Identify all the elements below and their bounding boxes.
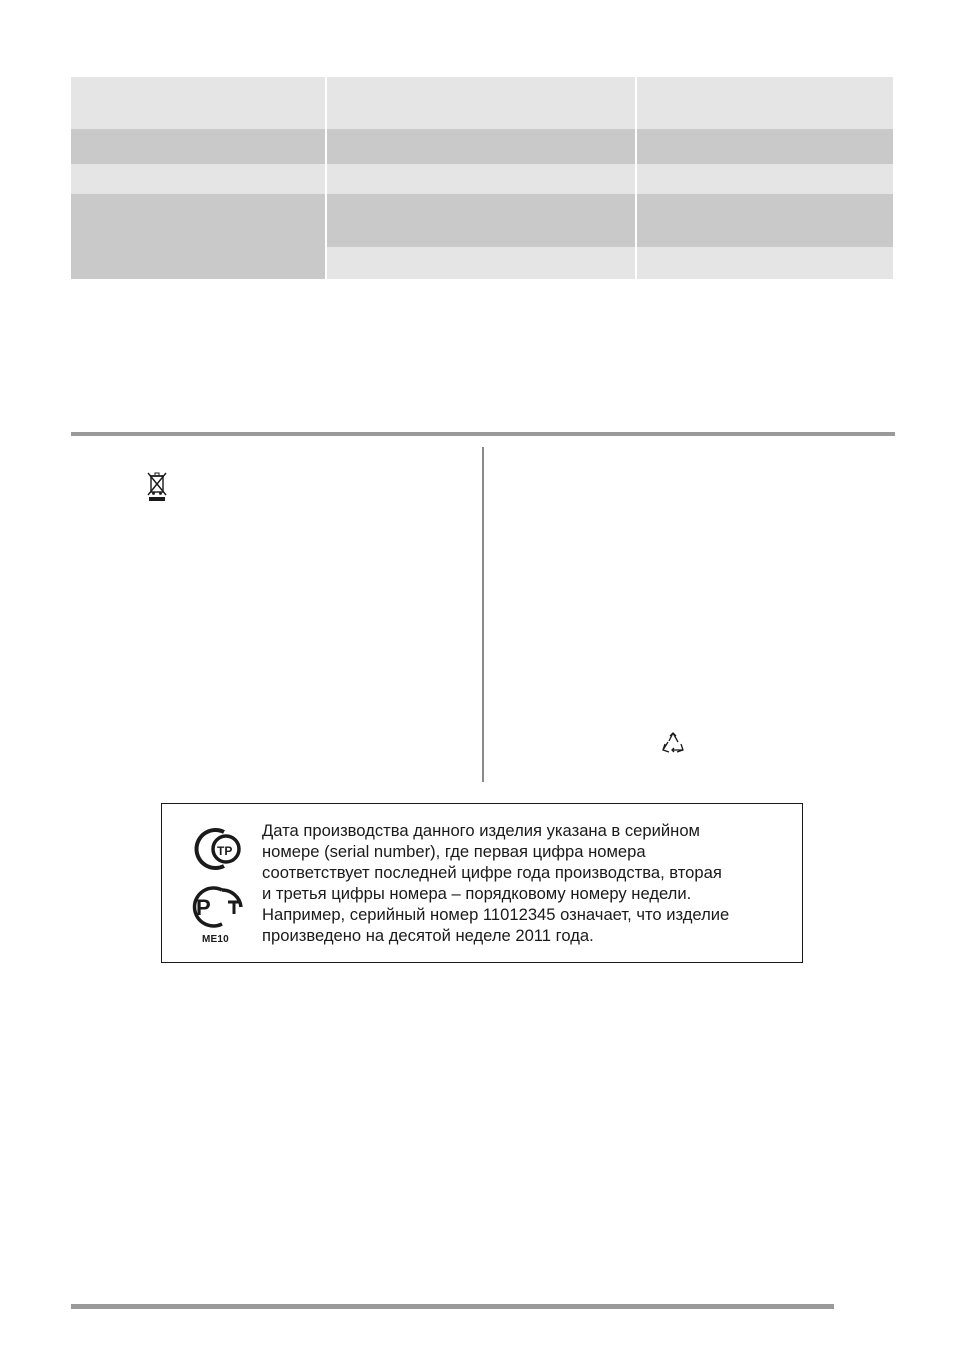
- svg-text:Р: Р: [196, 895, 211, 920]
- notice-line: Дата производства данного изделия указана в серийном: [262, 821, 700, 840]
- table-row-4-cell-2: [327, 247, 635, 279]
- notice-line: Например, серийный номер 11012345 означает, что изделие: [262, 905, 730, 924]
- table-row-4-cell-3: [637, 247, 893, 279]
- table-row-2-cell-3: [637, 164, 893, 194]
- table-header-cell-3: [637, 77, 893, 129]
- section-divider: [71, 432, 895, 436]
- table-row-3-merged-cell: [71, 194, 325, 279]
- notice-line: номере (serial number), где первая цифра номера: [262, 842, 646, 861]
- notice-text: [262, 820, 792, 946]
- gost-r-mark-icon: [186, 884, 246, 930]
- column-divider: [482, 447, 484, 782]
- footer-divider: [71, 1304, 834, 1309]
- table-header-cell-1: [71, 77, 325, 129]
- table-row-3-cell-3: [637, 194, 893, 247]
- table-header-cell-2: [327, 77, 635, 129]
- table-row-1-cell-1: [71, 129, 325, 164]
- table-row-2-cell-2: [327, 164, 635, 194]
- table-row-1-cell-3: [637, 129, 893, 164]
- notice-line: произведено на десятой неделе 2011 года.: [262, 926, 594, 945]
- recycle-icon: [661, 731, 685, 755]
- production-date-notice: [161, 803, 803, 963]
- notice-line: и третья цифры номера – порядковому номеру недели.: [262, 884, 692, 903]
- crossed-out-bin-icon: [146, 470, 168, 502]
- notice-line: соответствует последней цифре года производства, вторая: [262, 863, 722, 882]
- eac-tr-mark-icon: [186, 826, 246, 872]
- table-row-1-cell-2: [327, 129, 635, 164]
- table-row-3-cell-2: [327, 194, 635, 247]
- table-row-2-cell-1: [71, 164, 325, 194]
- cert-code-label: ME10: [202, 934, 229, 945]
- svg-text:ТР: ТР: [217, 844, 233, 858]
